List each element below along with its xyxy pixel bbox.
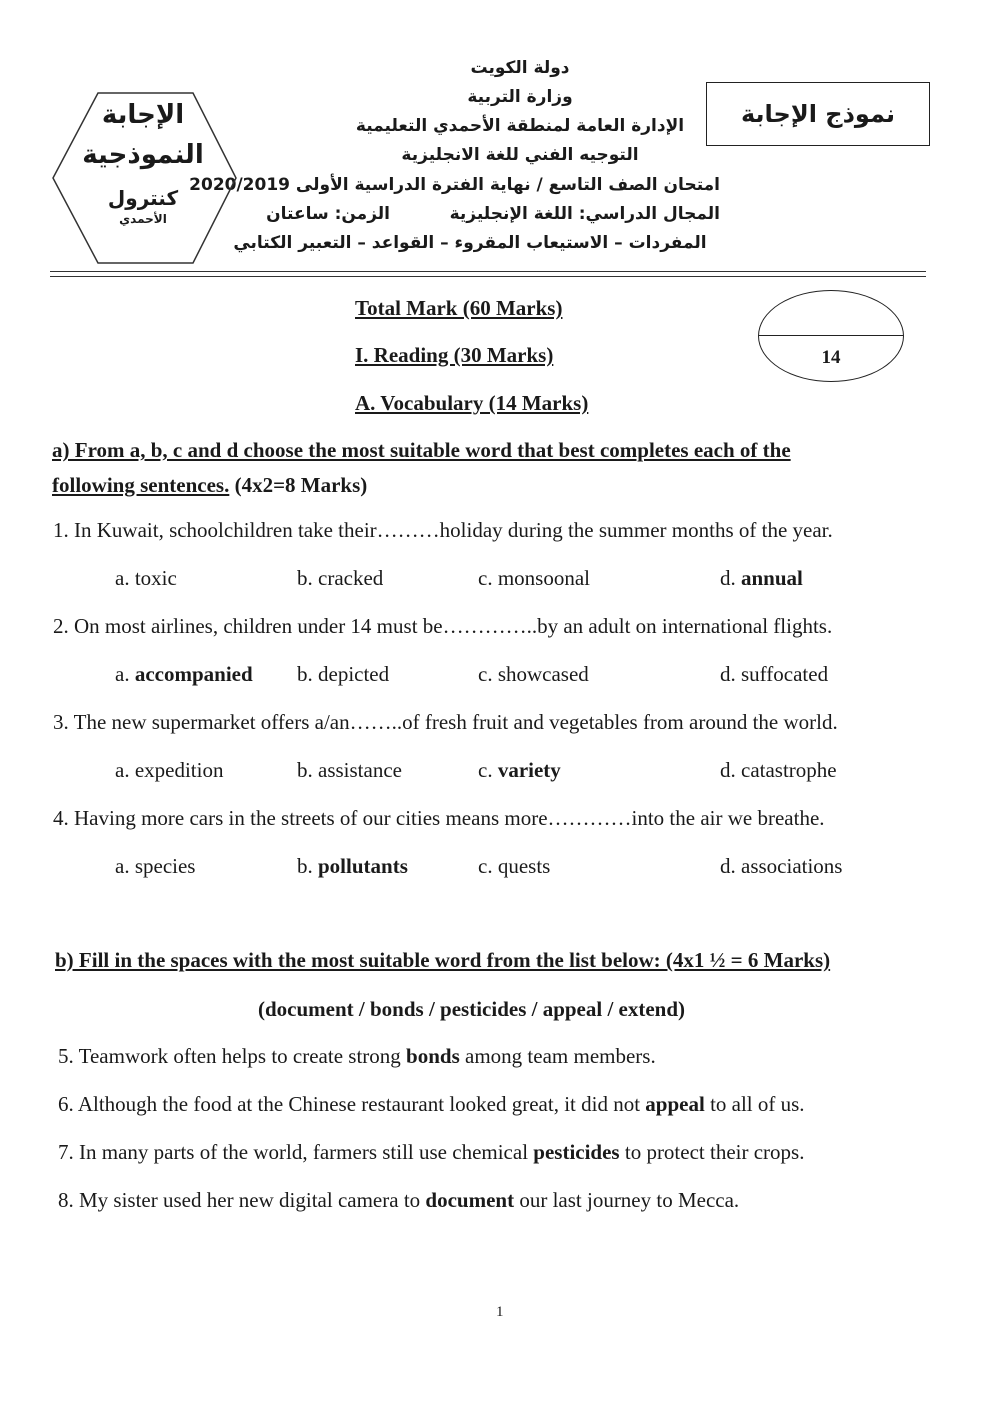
option: d. suffocated	[720, 662, 829, 686]
option: a. expedition	[115, 758, 224, 782]
correct-option: d. annual	[720, 566, 803, 590]
score-oval	[758, 290, 904, 382]
option: a. species	[115, 854, 196, 878]
stamp-text: النموذجية	[82, 140, 204, 170]
sentence-text: 6. Although the food at the Chinese restaurant looked great, it did not	[58, 1092, 646, 1116]
option: d. associations	[720, 854, 843, 878]
header-supervision: التوجيه الفني للغة الانجليزية	[401, 145, 639, 165]
question-text: 1. In Kuwait, schoolchildren take their………holiday during the summer months of the year.	[53, 518, 833, 542]
instruction-text: following sentences.	[52, 473, 230, 497]
part-a-marks: (4x2=8 Marks)	[229, 473, 368, 497]
option: c. quests	[478, 854, 551, 878]
total-mark-title: Total Mark (60 Marks)	[355, 296, 563, 320]
option: c. showcased	[478, 662, 589, 686]
sentence-text: among team members.	[459, 1044, 656, 1068]
correct-option: a. accompanied	[115, 662, 253, 686]
stamp-text: الإجابة	[101, 100, 185, 130]
option: b. cracked	[297, 566, 384, 590]
divider-line	[50, 271, 926, 272]
part-b-instruction: b) Fill in the spaces with the most suitable word from the list below: (4x1 ½ = 6 Marks)	[55, 948, 831, 972]
correct-option: b. pollutants	[297, 854, 408, 878]
part-a-instruction-cont	[52, 473, 367, 498]
word-list: (document / bonds / pesticides / appeal / extend)	[258, 997, 686, 1021]
option: d. catastrophe	[720, 758, 837, 782]
fill-sentence	[58, 1188, 739, 1213]
reading-title: I. Reading (30 Marks)	[355, 343, 554, 367]
model-answer-stamp	[48, 88, 238, 268]
header-exam-title: امتحان الصف التاسع / نهاية الفترة الدراسية الأولى 2020/2019	[189, 175, 720, 195]
divider-line	[50, 276, 926, 277]
stamp-text: الأحمدي	[119, 212, 167, 226]
option: c. monsoonal	[478, 566, 590, 590]
header-sections: المفردات – الاستيعاب المقروء – القواعد – التعبير الكتابي	[233, 233, 707, 253]
question-text: 3. The new supermarket offers a/an……..of fresh fruit and vegetables from around the world.	[53, 710, 838, 734]
question-text: 4. Having more cars in the streets of our cities means more…………into the air we breathe.	[53, 806, 825, 830]
fill-sentence	[58, 1092, 805, 1117]
sentence-text: 5. Teamwork often helps to create strong	[58, 1044, 407, 1068]
fill-sentence	[58, 1140, 804, 1165]
option: b. assistance	[297, 758, 402, 782]
header-directorate: الإدارة العامة لمنطقة الأحمدي التعليمية	[355, 116, 685, 136]
correct-option: c. variety	[478, 758, 561, 782]
sentence-text: 8. My sister used her new digital camera to	[58, 1188, 426, 1212]
fill-sentence	[58, 1044, 656, 1069]
question-text: 2. On most airlines, children under 14 must be…………..by an adult on international flights.	[53, 614, 833, 638]
stamp-text: كنترول	[107, 186, 179, 210]
page-number: 1	[496, 1304, 504, 1320]
sentence-text: to all of us.	[704, 1092, 805, 1116]
part-a-instruction: a) From a, b, c and d choose the most suitable word that best completes each of the	[52, 438, 791, 462]
header-ministry: وزارة التربية	[467, 87, 573, 107]
option: b. depicted	[297, 662, 390, 686]
header-subject: المجال الدراسي: اللغة الإنجليزية	[449, 204, 720, 224]
filled-answer: pesticides	[533, 1140, 620, 1164]
header-country: دولة الكويت	[470, 58, 570, 78]
vocabulary-title: A. Vocabulary (14 Marks)	[355, 391, 589, 415]
filled-answer: document	[425, 1188, 515, 1212]
sentence-text: our last journey to Mecca.	[514, 1188, 740, 1212]
score-total: 14	[821, 347, 841, 368]
answer-model-box: نموذج الإجابة	[706, 82, 930, 146]
header-time: الزمن: ساعتان	[266, 204, 390, 224]
sentence-text: to protect their crops.	[619, 1140, 805, 1164]
filled-answer: appeal	[645, 1092, 705, 1116]
option: a. toxic	[115, 566, 177, 590]
filled-answer: bonds	[406, 1044, 460, 1068]
sentence-text: 7. In many parts of the world, farmers still use chemical	[58, 1140, 534, 1164]
